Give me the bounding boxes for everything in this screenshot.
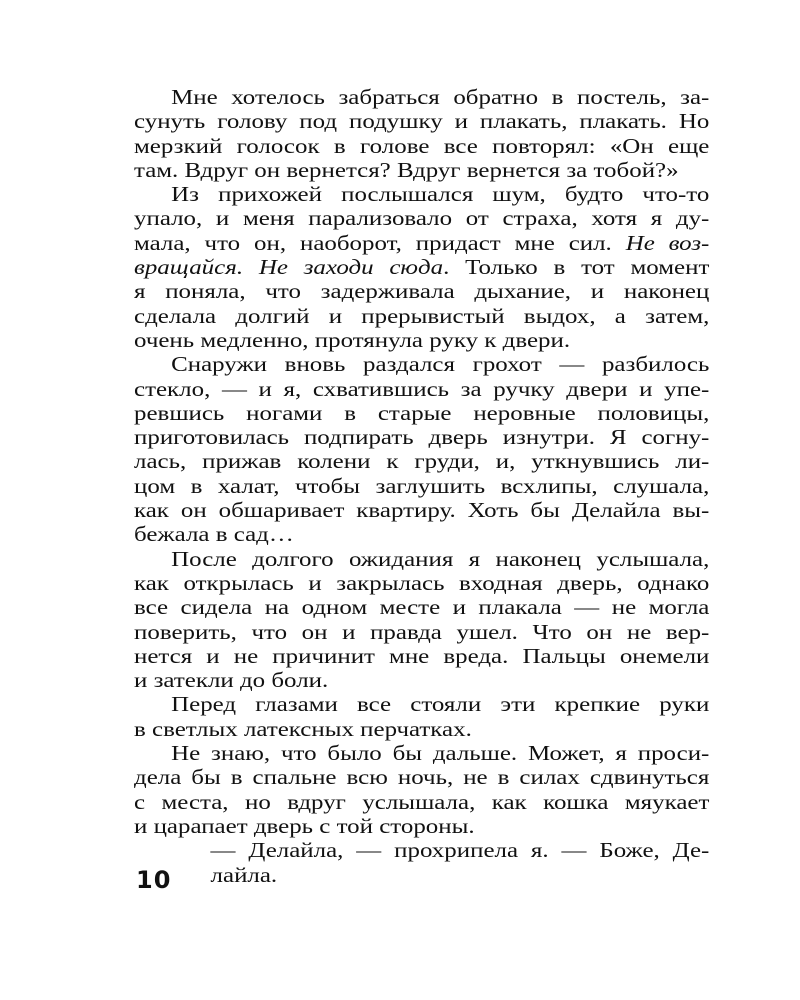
text-line: Из прихожей послышался шум, будто что-то [171, 182, 710, 207]
text-line: упало, и меня парализовало от страха, хотя я ду- [134, 206, 710, 231]
text-line: в светлых латексных перчатках. [134, 716, 472, 741]
text-line: Снаружи вновь раздался грохот — разбилось [171, 352, 710, 377]
text-line: стекло, — и я, схватившись за ручку двери и упе- [134, 376, 710, 401]
text-line: цом в халат, чтобы заглушить всхлипы, слушала, [134, 473, 710, 498]
text-line: как открылась и закрылась входная дверь, однако [134, 570, 710, 595]
text-line: — Делайла, — прохрипела я. — Боже, Де- [210, 838, 710, 863]
text-line: все сидела на одном месте и плакала — не могла [134, 595, 710, 620]
text-line: ревшись ногами в старые неровные половицы, [134, 400, 710, 425]
text-line: лась, прижав колени к груди, и, уткнувшись ли- [134, 449, 710, 474]
body-text [134, 85, 709, 887]
text-line [134, 231, 709, 255]
text-line: и царапает дверь с той стороны. [134, 813, 475, 838]
text-line: Не знаю, что было бы дальше. Может, я проси- [171, 741, 710, 766]
text-line: дела бы в спальне всю ночь, не в силах сдвинуться [134, 765, 710, 790]
text-line: лайла. [210, 862, 278, 887]
text-line: я поняла, что задерживала дыхание, и наконец [134, 279, 710, 304]
text-fragment: мала, что он, наоборот, придаст мне сил. [134, 230, 626, 255]
text-line: очень медленно, протянула руку к двери. [134, 327, 571, 352]
text-line: бежала в сад… [134, 522, 294, 547]
text-line: поверить, что он и правда ушел. Что он не вер- [134, 619, 710, 644]
text-line: После долгого ожидания я наконец услышала, [171, 546, 710, 571]
text-line: нется и не причинит мне вреда. Пальцы онемели [134, 643, 710, 668]
text-line: сделала долгий и прерывистый выдох, а затем, [134, 303, 710, 328]
text-line: сунуть голову под подушку и плакать, плакать. Но [134, 109, 710, 134]
text-line: там. Вдруг он вернется? Вдруг вернется за тобой?» [134, 157, 679, 182]
text-line: с места, но вдруг услышала, как кошка мяукает [134, 789, 710, 814]
text-line: и затекли до боли. [134, 668, 329, 693]
text-line: мерзкий голосок в голове все повторял: «Он еще [134, 133, 710, 158]
text-line: как он обшаривает квартиру. Хоть бы Делайла вы- [134, 498, 710, 523]
text-fragment: . Только в тот момент [443, 255, 710, 280]
page-number: 10 [136, 866, 172, 894]
text-line: Мне хотелось забраться обратно в постель, за- [171, 85, 710, 109]
text-line: приготовилась подпирать дверь изнутри. Я согну- [134, 425, 710, 450]
text-line [134, 255, 709, 279]
italic-fragment: вращайся. Не заходи сюда [134, 255, 444, 280]
italic-fragment: Не воз- [625, 230, 710, 255]
text-line: Перед глазами все стояли эти крепкие руки [171, 692, 710, 717]
